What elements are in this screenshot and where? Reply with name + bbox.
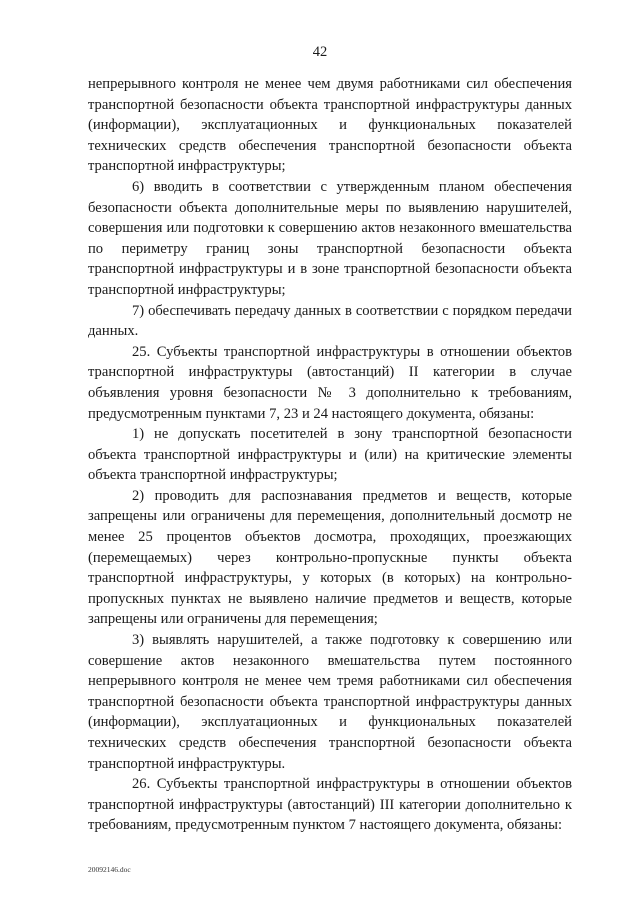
document-body xyxy=(88,74,572,836)
paragraph: 26. Субъекты транспортной инфраструктуры в отношении объектов транспортной инфраструктуры (автостанций) III категории дополнительно к требованиям, предусмотренным пунктом 7 настоящего документа, обязаны: xyxy=(88,776,572,834)
paragraph: 7) обеспечивать передачу данных в соответствии с порядком передачи данных. xyxy=(88,302,572,340)
page-number: 42 xyxy=(312,44,328,60)
paragraph: 1) не допускать посетителей в зону транспортной безопасности объекта транспортной инфраструктуры и (или) на критические элементы объекта транспортной инфраструктуры; xyxy=(88,426,572,484)
paragraph: 25. Субъекты транспортной инфраструктуры в отношении объектов транспортной инфраструктуры (автостанций) II категории в случае объявления уровня безопасности № 3 дополнительно к требованиям, предусмотренным пунктами 7, 23 и 24 настоящего документа, обязаны: xyxy=(88,343,572,422)
paragraph: 3) выявлять нарушителей, а также подготовку к совершению или совершение актов незаконного вмешательства путем постоянного непрерывного контроля не менее чем тремя работниками сил обеспечения транспортной безопасности объекта транспортной инфраструктуры данных (информации), эксплуатационных и функциональных показателей технических средств обеспечения транспортной безопасности объекта транспортной инфраструктуры. xyxy=(88,632,572,772)
file-name-footer: 20092146.doc xyxy=(88,865,131,874)
paragraph: непрерывного контроля не менее чем двумя работниками сил обеспечения транспортной безопасности объекта транспортной инфраструктуры данных (информации), эксплуатационных и функциональных показателей технических средств обеспечения транспортной безопасности объекта транспортной инфраструктуры; xyxy=(88,76,572,175)
paragraph: 6) вводить в соответствии с утвержденным планом обеспечения безопасности объекта дополнительные меры по выявлению нарушителей, совершения или подготовки к совершению актов незаконного вмешательства по периметру границ зоны транспортной безопасности объекта транспортной инфраструктуры и в зоне транспортной безопасности объекта транспортной инфраструктуры; xyxy=(88,178,572,298)
paragraph: 2) проводить для распознавания предметов и веществ, которые запрещены или ограничены для перемещения, дополнительный досмотр не менее 25 процентов объектов досмотра, проходящих, проезжающих (перемещаемых) через контрольно-пропускные пункты объекта транспортной инфраструктуры, у которых (в которых) на контрольно-пропускных пунктах не выявлено наличие предметов и веществ, которые запрещены или ограничены для перемещения; xyxy=(88,487,572,628)
